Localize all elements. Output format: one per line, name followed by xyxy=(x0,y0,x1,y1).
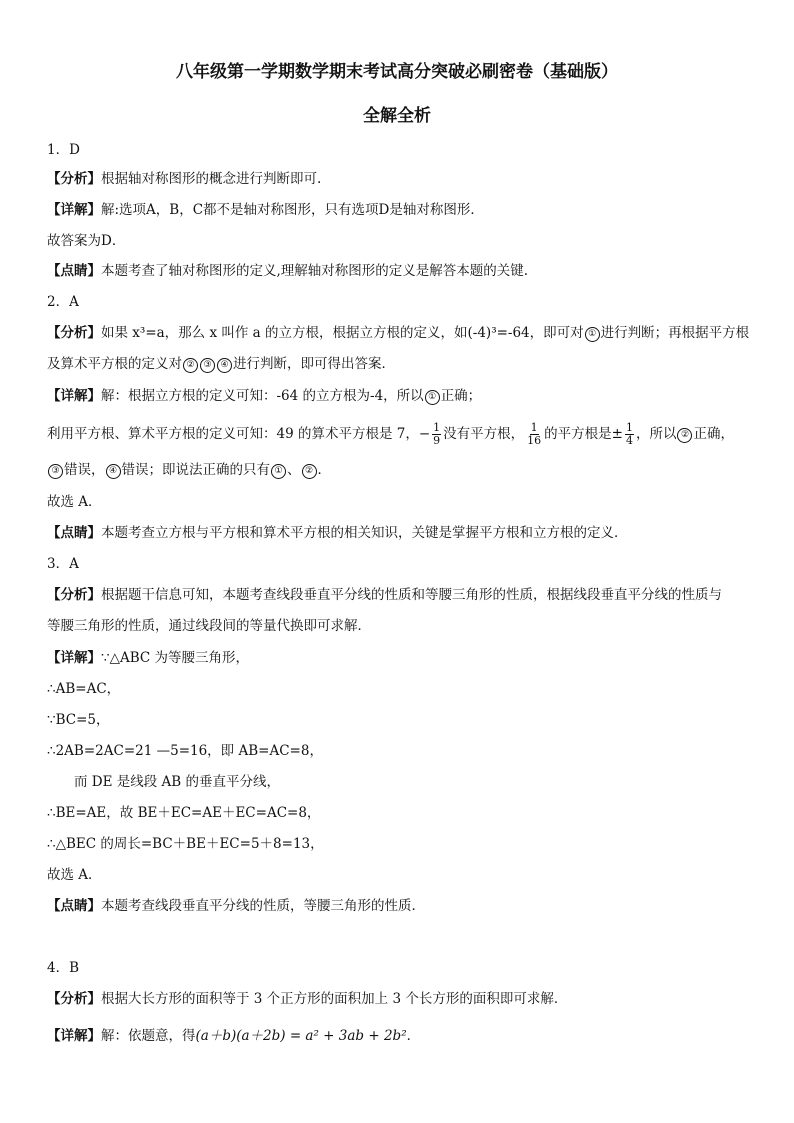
fraction-denominator: 16 xyxy=(527,434,542,447)
q2-analysis-text-b: 进行判断；再根据平方根 xyxy=(600,325,750,341)
q2-analysis xyxy=(47,323,777,343)
circled-3: ③ xyxy=(48,464,63,479)
q3-comment-text: 本题考查线段垂直平分线的性质，等腰三角形的性质． xyxy=(101,898,425,914)
q1-comment xyxy=(47,261,777,281)
q2-comment-text: 本题考查立方根与平方根和算术平方根的相关知识，关键是掌握平方根和立方根的定义． xyxy=(101,525,628,541)
analysis-tag: 【分析】 xyxy=(47,325,101,341)
detail-tag: 【详解】 xyxy=(47,388,101,404)
q4-detail xyxy=(47,1026,777,1046)
q1-comment-text: 本题考查了轴对称图形的定义,理解轴对称图形的定义是解答本题的关键. xyxy=(101,263,529,279)
q3-step5: ∴BE=AE，故 BE＋EC=AE＋EC=AC=8， xyxy=(47,805,321,821)
q3-step2: ∵BC=5， xyxy=(47,712,110,728)
analysis-tag: 【分析】 xyxy=(47,991,101,1007)
circled-1: ① xyxy=(425,390,440,405)
fraction-numerator: 1 xyxy=(433,421,441,434)
q2-analysis-line2-b: 进行判断，即可得出答案． xyxy=(233,356,395,372)
page-subtitle: 全解全析 xyxy=(363,106,431,126)
q4-formula: (a＋b)(a＋2b) = a² + 3ab + 2b² xyxy=(195,1028,407,1044)
circled-2: ② xyxy=(302,464,317,479)
q3-step1: ∴AB=AC， xyxy=(47,681,121,697)
q3-step4: 而 DE 是线段 AB 的垂直平分线， xyxy=(74,774,281,790)
comment-tag: 【点睛】 xyxy=(47,263,101,279)
q4-analysis-text: 根据大长方形的面积等于 3 个正方形的面积加上 3 个长方形的面积即可求解． xyxy=(101,991,568,1007)
analysis-tag: 【分析】 xyxy=(47,171,101,187)
detail-tag: 【详解】 xyxy=(47,1028,101,1044)
q1-answer: 故答案为D． xyxy=(47,233,126,249)
q1-analysis-text: 根据轴对称图形的概念进行判断即可. xyxy=(101,171,322,187)
q1-detail xyxy=(47,200,777,220)
fraction-denominator: 9 xyxy=(433,434,441,447)
q2-comment xyxy=(47,523,777,543)
q2-detail3a: 错误， xyxy=(64,462,105,478)
circled-1: ① xyxy=(585,327,600,342)
circled-4: ④ xyxy=(106,464,121,479)
detail-tag: 【详解】 xyxy=(47,202,101,218)
fraction-one-fourth xyxy=(625,422,634,447)
q2-detail2d: ，所以 xyxy=(635,426,677,442)
q3-step3: ∴2AB=2AC=21 —5=16，即 AB=AC=8， xyxy=(47,743,323,759)
q2-detail2b: 没有平方根， xyxy=(443,426,525,442)
q4-number: 4．B xyxy=(47,960,80,976)
page-title: 八年级第一学期数学期末考试高分突破必刷密卷（基础版） xyxy=(176,62,618,82)
circled-1: ① xyxy=(271,464,286,479)
fraction-numerator: 1 xyxy=(530,421,538,434)
q4-analysis xyxy=(47,989,777,1009)
detail-tag: 【详解】 xyxy=(47,650,101,666)
q3-analysis1: 根据题干信息可知，本题考查线段垂直平分线的性质和等腰三角形的性质，根据线段垂直平分线的性质与 xyxy=(101,587,722,603)
fraction-one-sixteenth xyxy=(526,422,542,447)
q2-detail1: 解：根据立方根的定义可知：-64 的立方根为-4，所以 xyxy=(101,388,424,404)
circled-3: ③ xyxy=(200,358,215,373)
q3-analysis xyxy=(47,585,777,605)
q3-answer: 故选 A． xyxy=(47,867,102,883)
q2-detail3c: 、 xyxy=(287,462,301,478)
analysis-tag: 【分析】 xyxy=(47,587,101,603)
q2-analysis-text-a: 如果 x³=a，那么 x 叫作 a 的立方根，根据立方根的定义，如(-4)³=-64，即可对 xyxy=(101,325,584,341)
q2-detail2c: 的平方根是± xyxy=(544,426,623,442)
q1-detail-text: 解:选项A，B，C都不是轴对称图形，只有选项D是轴对称图形． xyxy=(101,202,484,218)
comment-tag: 【点睛】 xyxy=(47,525,101,541)
q3-step6: ∴△BEC 的周长=BC＋BE＋EC=5＋8=13， xyxy=(47,836,324,852)
q2-detail3b: 错误；即说法正确的只有 xyxy=(121,462,270,478)
q2-detail3d: ． xyxy=(317,462,331,478)
q3-detail xyxy=(47,648,777,668)
q2-detail2 xyxy=(47,422,777,447)
q3-analysis2: 等腰三角形的性质，通过线段间的等量代换即可求解． xyxy=(47,618,371,634)
q1-analysis xyxy=(47,169,777,189)
comment-tag: 【点睛】 xyxy=(47,898,101,914)
q3-number: 3．A xyxy=(47,556,79,572)
q2-analysis-line2 xyxy=(47,354,777,374)
q2-detail3 xyxy=(47,460,777,480)
q2-answer: 故选 A． xyxy=(47,494,102,510)
q1-number: 1．D xyxy=(47,142,80,158)
q2-detail2a: 利用平方根、算术平方根的定义可知：49 的算术平方根是 7， xyxy=(47,426,419,442)
q3-comment xyxy=(47,896,777,916)
q2-number: 2．A xyxy=(47,294,79,310)
circled-2: ② xyxy=(677,428,692,443)
circled-2: ② xyxy=(183,358,198,373)
q4-detail-prefix: 解：依题意，得 xyxy=(101,1028,196,1044)
minus-sign: − xyxy=(418,426,431,442)
circled-4: ④ xyxy=(217,358,232,373)
fraction-denominator: 4 xyxy=(625,434,633,447)
q2-detail xyxy=(47,386,777,406)
q2-analysis-line2-a: 及算术平方根的定义对 xyxy=(47,356,182,372)
q2-detail2e: 正确， xyxy=(693,426,734,442)
q3-detail1: ∵△ABC 为等腰三角形， xyxy=(101,650,250,666)
fraction-numerator: 1 xyxy=(625,421,633,434)
q4-detail-suffix: ． xyxy=(406,1028,421,1044)
q2-detail1b: 正确； xyxy=(440,388,482,404)
fraction-one-ninth xyxy=(432,422,441,447)
